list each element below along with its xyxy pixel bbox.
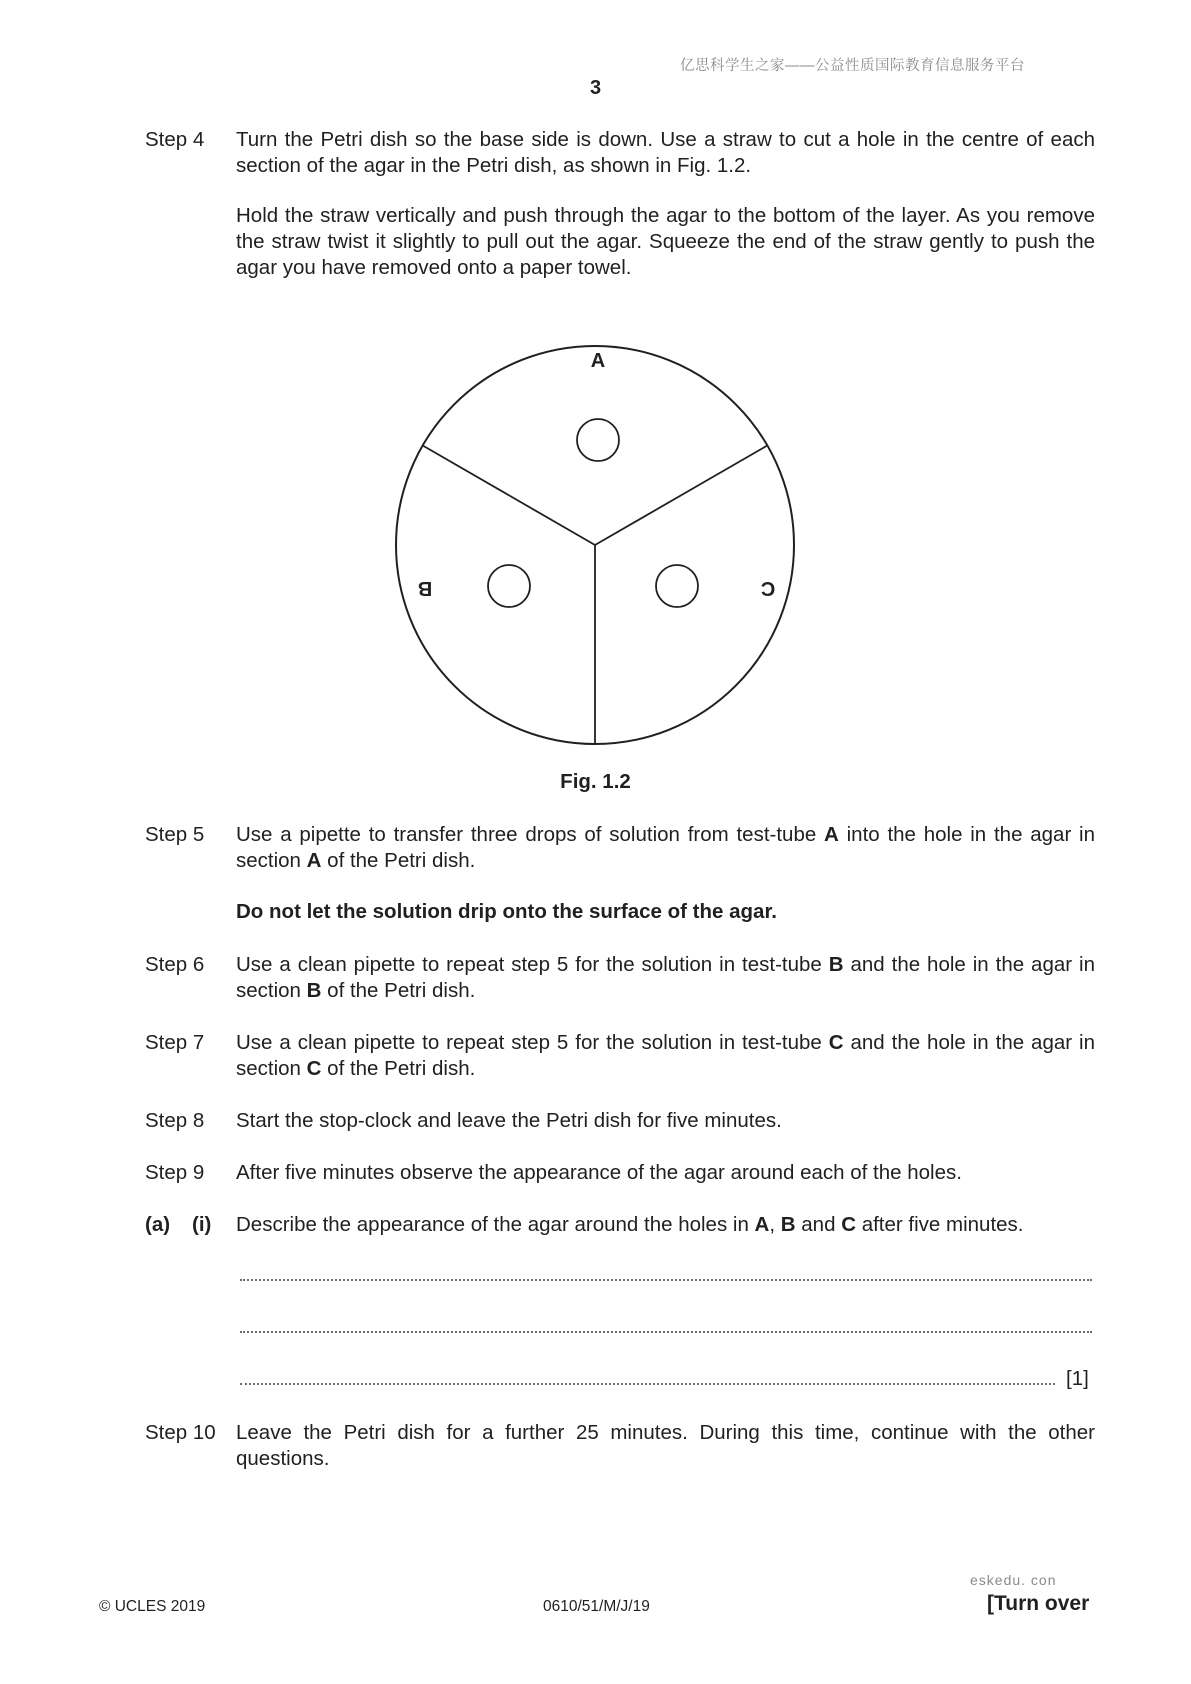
step-label: Step 8	[145, 1109, 205, 1132]
petri-dish-diagram	[380, 330, 810, 760]
step-label: Step 10	[145, 1421, 216, 1444]
step-label: Step 7	[145, 1031, 205, 1054]
marks-allocation: [1]	[1066, 1367, 1089, 1390]
question-text: Describe the appearance of the agar around the holes in A, B and C after five minutes.	[236, 1213, 1024, 1236]
turn-over: [Turn over	[987, 1592, 1090, 1615]
section-label-b: B	[417, 577, 433, 599]
hole-b	[488, 565, 530, 607]
question-number: (a) (i)	[145, 1213, 212, 1236]
step-5-warning: Do not let the solution drip onto the surface of the agar.	[236, 900, 777, 923]
answer-line-1[interactable]	[240, 1275, 1092, 1281]
step-text: Use a pipette to transfer three drops of solution from test-tube A into the hole in the agar in section A of the Petri dish.	[236, 823, 1095, 872]
step-text: Turn the Petri dish so the base side is down. Use a straw to cut a hole in the centre of each section of the agar in the Petri dish, as shown in Fig. 1.2.	[236, 128, 1095, 177]
divider-line-left	[423, 446, 595, 546]
section-label-c: C	[760, 577, 776, 599]
step-label: Step 5	[145, 823, 205, 846]
step-text: After five minutes observe the appearance of the agar around each of the holes.	[236, 1161, 962, 1184]
answer-line-2[interactable]	[240, 1327, 1092, 1333]
figure-caption: Fig. 1.2	[560, 770, 631, 793]
step-text: Leave the Petri dish for a further 25 minutes. During this time, continue with the other questions.	[236, 1421, 1095, 1470]
hole-c	[656, 565, 698, 607]
paper-code: 0610/51/M/J/19	[543, 1598, 650, 1615]
step-label: Step 6	[145, 953, 205, 976]
hole-a	[577, 419, 619, 461]
page-number: 3	[589, 77, 602, 99]
watermark-footer: eskedu. con	[970, 1572, 1057, 1588]
divider-line-right	[595, 446, 767, 546]
step-label: Step 4	[145, 128, 205, 151]
step-text: Start the stop-clock and leave the Petri dish for five minutes.	[236, 1109, 782, 1132]
step-label: Step 9	[145, 1161, 205, 1184]
step-text: Use a clean pipette to repeat step 5 for the solution in test-tube B and the hole in the agar in section B of the Petri dish.	[236, 953, 1095, 1002]
step-text: Use a clean pipette to repeat step 5 for the solution in test-tube C and the hole in the agar in section C of the Petri dish.	[236, 1031, 1095, 1080]
section-label-a: A	[590, 350, 606, 372]
copyright: © UCLES 2019	[99, 1598, 206, 1615]
answer-line-3[interactable]	[240, 1379, 1055, 1385]
step-4-paragraph-2: Hold the straw vertically and push through the agar to the bottom of the layer. As you remove the straw twist it slightly to pull out the agar. Squeeze the end of the straw gently to push the agar you have removed onto a paper towel.	[236, 204, 1095, 279]
watermark-header: 亿思科学生之家——公益性质国际教育信息服务平台	[680, 58, 1025, 74]
